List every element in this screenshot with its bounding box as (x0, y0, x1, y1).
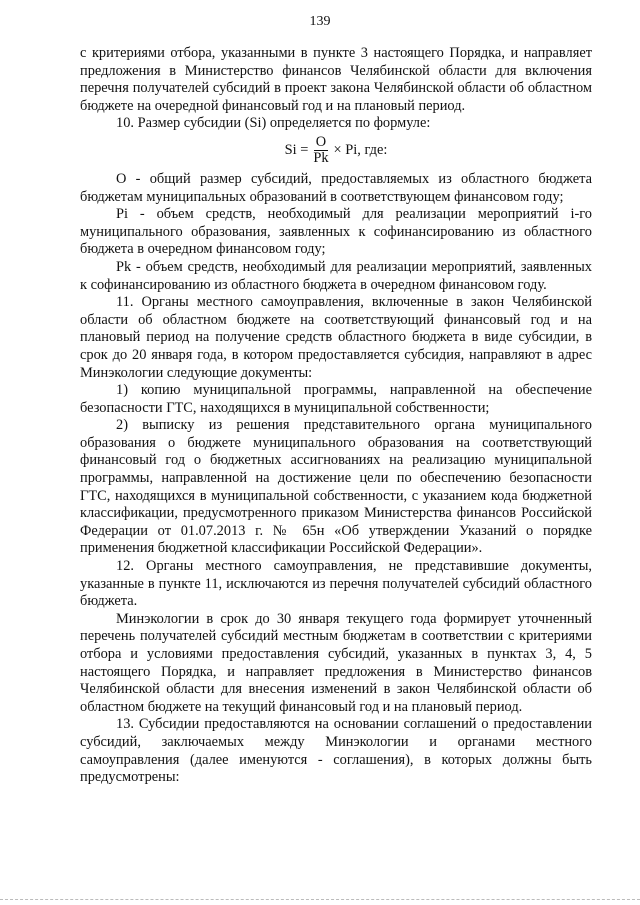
page-bottom-edge (0, 899, 640, 902)
formula-denominator: Pk (313, 150, 329, 167)
formula-fraction (311, 135, 330, 166)
paragraph-continuation: с критериями отбора, указанными в пункте 3 настоящего Порядка, и направляет предложения в Министерство финансов Челябинской области для включения перечня получателей субсидий в проект закона Челябинской области об областном бюджете на очередной финансовый год и на плановый период. (80, 45, 592, 114)
list-item-2: 2) выписку из решения представительного органа муниципального образования о бюджете муниципального образования на соответствующий финансовый год о бюджетных ассигнованиях на реализацию муниципальной программы, направленной на достижение цели по обеспечению безопасности ГТС, находящихся в муниципальной собственности, с указанием кода бюджетной классификации, предусмотренного приказом Министерства финансов Российской Федерации от 01.07.2013 г. № 65н «Об утверждении Указаний о порядке применения бюджетной классификации Российской Федерации». (80, 417, 592, 557)
paragraph-13: 13. Субсидии предоставляются на основании соглашений о предоставлении субсидий, заключаемых между Минэкологии и органами местного самоуправления (далее именуются - соглашения), в которых должны быть предусмотрены: (80, 716, 592, 786)
formula-numerator: O (315, 134, 327, 151)
paragraph-10: 10. Размер субсидии (Si) определяется по формуле: (116, 115, 431, 132)
paragraph-11: 11. Органы местного самоуправления, включенные в закон Челябинской области об областном бюджете на соответствующий финансовый год и на плановый период на получение средств областного бюджета в виде субсидии, в срок до 20 января года, в котором предоставляется субсидия, направляют в адрес Минэкологии следующие документы: (80, 294, 592, 381)
page-number: 139 (309, 14, 331, 29)
subsidy-formula (80, 133, 592, 169)
document-body (80, 45, 592, 787)
formula-rhs: × Pi, где: (333, 142, 388, 159)
paragraph-minecology: Минэкологии в срок до 30 января текущего года формирует уточненный перечень получателей субсидий местным бюджетам в соответствии с критериями отбора и условиями предоставления субсидий, указанных в пунктах 3, 4, 5 настоящего Порядка, и направляет предложения в Министерство финансов Челябинской области для внесения изменений в закон Челябинской области об областном бюджете на текущий финансовый год и на плановый период. (80, 610, 592, 715)
definition-o: О - общий размер субсидий, предоставляемых из областного бюджета бюджетам муниципальных образований в соответствующем финансовом году; (80, 170, 592, 205)
paragraph-12: 12. Органы местного самоуправления, не представившие документы, указанные в пункте 11, исключаются из перечня получателей субсидий областного бюджета. (80, 558, 592, 610)
formula-lhs: Si = (284, 142, 309, 159)
definition-pi: Pi - объем средств, необходимый для реализации мероприятий i-го муниципального образования, заявленных к софинансированию из областного бюджета в очередном финансовом году; (80, 206, 592, 258)
definition-pk: Pk - объем средств, необходимый для реализации мероприятий, заявленных к софинансированию из областного бюджета в очередном финансовом году. (80, 258, 592, 293)
list-item-1: 1) копию муниципальной программы, направленной на обеспечение безопасности ГТС, находящихся в муниципальной собственности; (80, 382, 592, 416)
